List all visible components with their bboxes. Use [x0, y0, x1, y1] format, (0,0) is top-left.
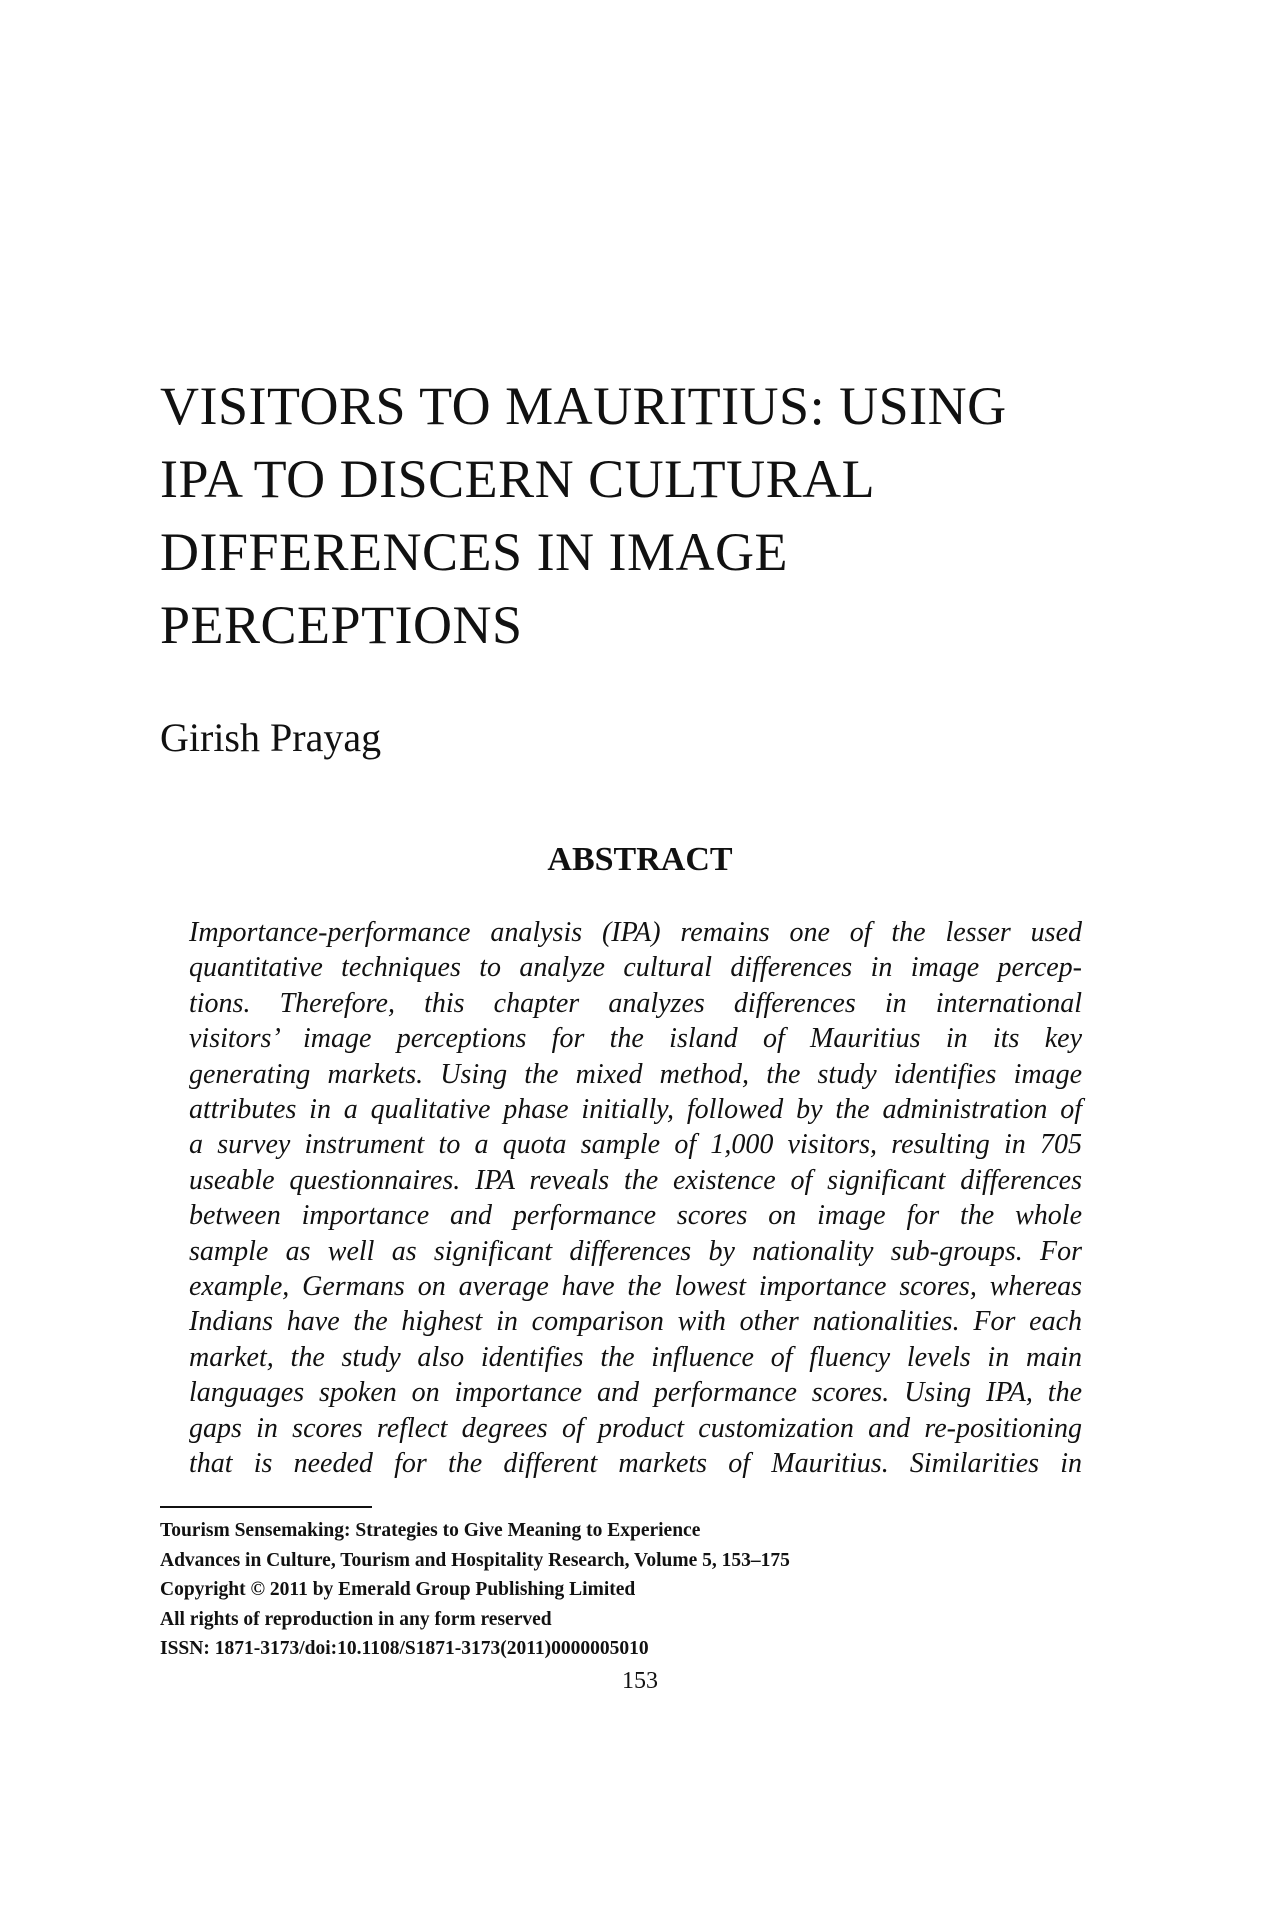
author-name: Girish Prayag [160, 715, 382, 760]
abstract-line: visitors’ image perceptions for the island of Mauritius in its key [189, 1023, 1082, 1055]
abstract-line: useable questionnaires. IPA reveals the existence of significant differences [189, 1164, 1082, 1196]
abstract-line: Importance-performance analysis (IPA) remains one of the lesser used [189, 917, 1082, 948]
chapter-title-line: IPA TO DISCERN CULTURAL [160, 449, 876, 509]
footnote-series-volume: Advances in Culture, Tourism and Hospitality Research, Volume 5, 153–175 [160, 1549, 790, 1571]
abstract-line: a survey instrument to a quota sample of 1,000 visitors, resulting in 705 [189, 1129, 1082, 1161]
chapter-title [160, 370, 1120, 662]
chapter-title-line: PERCEPTIONS [160, 595, 523, 655]
page-number: 153 [622, 1668, 658, 1694]
footnote-issn-doi: ISSN: 1871-3173/doi:10.1108/S1871-3173(2011)0000005010 [160, 1638, 649, 1659]
abstract-line: languages spoken on importance and performance scores. Using IPA, the [189, 1377, 1082, 1409]
abstract-line: quantitative techniques to analyze cultural differences in image percep- [189, 952, 1082, 984]
abstract-line: example, Germans on average have the lowest importance scores, whereas [189, 1271, 1082, 1303]
abstract-line: between importance and performance scores on image for the whole [189, 1200, 1082, 1232]
abstract-line: sample as well as significant differences by nationality sub-groups. For [189, 1235, 1082, 1267]
footnote-book-title: Tourism Sensemaking: Strategies to Give Meaning to Experience [160, 1520, 701, 1541]
chapter-title-line: VISITORS TO MAURITIUS: USING [160, 376, 1007, 436]
abstract-body [189, 915, 1082, 1482]
abstract-line: that is needed for the different markets of Mauritius. Similarities in [189, 1448, 1082, 1480]
abstract-line: gaps in scores reflect degrees of product customization and re-positioning [189, 1412, 1082, 1444]
abstract-line: tions. Therefore, this chapter analyzes differences in international [189, 987, 1082, 1019]
abstract-line: Indians have the highest in comparison with other nationalities. For each [189, 1306, 1082, 1338]
abstract-heading: ABSTRACT [547, 841, 733, 878]
chapter-title-line: DIFFERENCES IN IMAGE [160, 522, 789, 582]
publication-footnotes [160, 1516, 1120, 1664]
footnote-divider [160, 1506, 372, 1508]
abstract-line: market, the study also identifies the influence of fluency levels in main [189, 1341, 1082, 1373]
abstract-line: generating markets. Using the mixed method, the study identifies image [189, 1058, 1082, 1090]
abstract-line: attributes in a qualitative phase initially, followed by the administration of [189, 1094, 1082, 1126]
footnote-copyright: Copyright © 2011 by Emerald Group Publishing Limited [160, 1579, 636, 1600]
footnote-rights: All rights of reproduction in any form reserved [160, 1608, 552, 1630]
